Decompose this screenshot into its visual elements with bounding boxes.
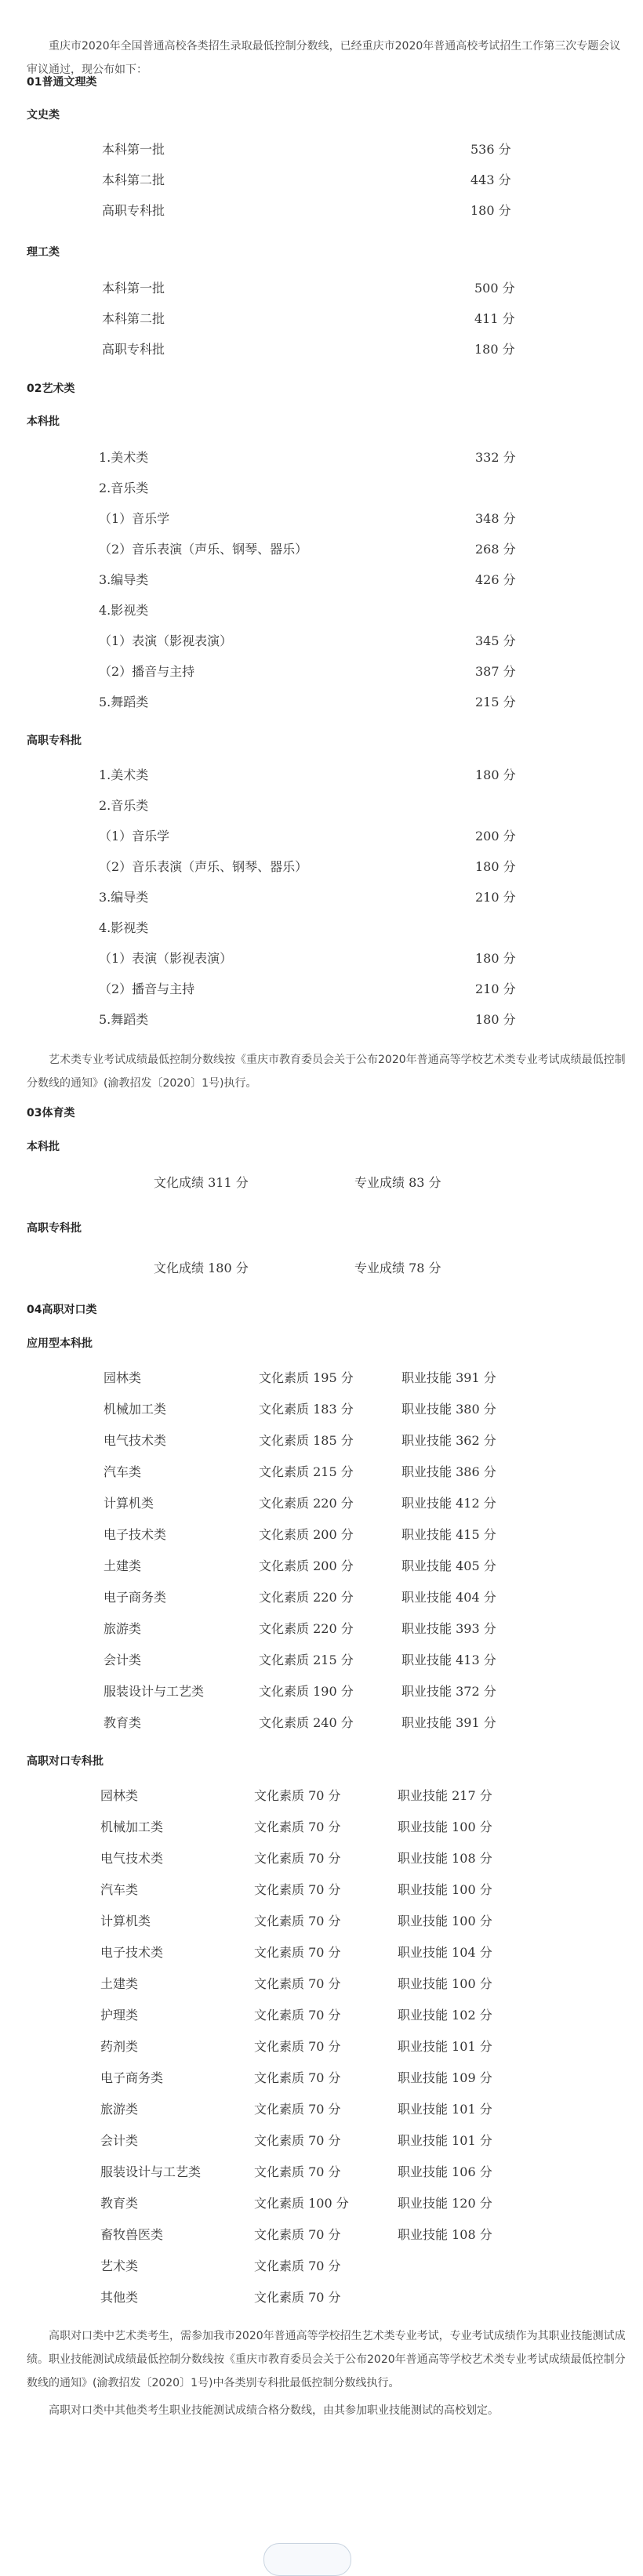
table-row-name: 电子技术类 [104, 1527, 167, 1542]
list-item-name: 本科第二批 [102, 311, 165, 326]
table-row-culture: 文化素质 70 分 [254, 2227, 341, 2242]
list-item-name: 1.美术类 [99, 767, 149, 782]
table-row-culture: 文化素质 240 分 [259, 1715, 354, 1730]
list-item-name: 4.影视类 [99, 920, 149, 935]
table-row-culture: 文化素质 70 分 [254, 1788, 341, 1803]
list-item-name: 5.舞蹈类 [99, 695, 149, 709]
list-item-name: （2）音乐表演（声乐、钢琴、器乐） [99, 859, 308, 874]
table-row-name: 艺术类 [100, 2259, 139, 2273]
table-row-culture: 文化素质 190 分 [259, 1684, 354, 1699]
list-item-name: （1）表演（影视表演） [99, 633, 233, 648]
table-row-culture: 文化素质 215 分 [259, 1653, 354, 1667]
table-row-skill: 职业技能 100 分 [398, 1820, 492, 1834]
table-row-name: 计算机类 [104, 1496, 154, 1511]
table-row-name: 旅游类 [104, 1621, 142, 1636]
list-item-name: 本科第二批 [102, 172, 165, 187]
list-item-name: 高职专科批 [102, 203, 165, 218]
table-row-culture: 文化素质 70 分 [254, 1820, 341, 1834]
list-item-name: 3.编导类 [99, 572, 149, 587]
table-row-name: 旅游类 [100, 2102, 139, 2117]
list-item-name: （2）播音与主持 [99, 981, 195, 996]
bottom-button[interactable] [263, 2543, 351, 2576]
section-03-title: 03体育类 [27, 1107, 75, 1119]
gzk-title: 高职对口专科批 [27, 1755, 104, 1768]
table-row-name: 会计类 [100, 2133, 139, 2148]
list-item-score: 180 分 [475, 767, 516, 782]
table-row-skill: 职业技能 380 分 [401, 1402, 496, 1417]
table-row-culture: 文化素质 220 分 [259, 1496, 354, 1511]
pe-ben-culture: 文化成绩 311 分 [154, 1175, 249, 1190]
table-row-skill: 职业技能 386 分 [401, 1464, 496, 1479]
table-row-name: 电子商务类 [100, 2070, 164, 2085]
table-row-name: 服装设计与工艺类 [100, 2164, 202, 2179]
table-row-culture: 文化素质 220 分 [259, 1590, 354, 1605]
list-item-name: 3.编导类 [99, 890, 149, 905]
table-row-skill: 职业技能 106 分 [398, 2164, 492, 2179]
list-item-name: 2.音乐类 [99, 481, 149, 495]
table-row-name: 畜牧兽医类 [100, 2227, 164, 2242]
table-row-name: 服装设计与工艺类 [104, 1684, 205, 1699]
table-row-culture: 文化素质 183 分 [259, 1402, 354, 1417]
section-02-title: 02艺术类 [27, 383, 75, 395]
pe-gao-prof: 专业成绩 78 分 [354, 1261, 441, 1275]
table-row-skill: 职业技能 100 分 [398, 1976, 492, 1991]
list-item-name: 5.舞蹈类 [99, 1012, 149, 1027]
list-item-score: 536 分 [470, 142, 511, 157]
table-row-name: 电气技术类 [100, 1851, 164, 1866]
table-row-skill: 职业技能 101 分 [398, 2102, 492, 2117]
table-row-skill: 职业技能 108 分 [398, 2227, 492, 2242]
ying-title: 应用型本科批 [27, 1337, 93, 1350]
list-item-score: 180 分 [475, 1012, 516, 1027]
list-item-score: 426 分 [475, 572, 516, 587]
list-item-name: 4.影视类 [99, 603, 149, 618]
table-row-name: 会计类 [104, 1653, 142, 1667]
pe-ben-title: 本科批 [27, 1141, 60, 1153]
table-row-name: 汽车类 [104, 1464, 142, 1479]
art-note: 艺术类专业考试成绩最低控制分数线按《重庆市教育委员会关于公布2020年普通高等学校艺术类专业考试成绩最低控制分数线的通知》(渝教招发〔2020〕1号)执行。 [27, 1054, 626, 1090]
list-item-score: 411 分 [474, 311, 515, 326]
table-row-culture: 文化素质 70 分 [254, 1976, 341, 1991]
table-row-skill: 职业技能 415 分 [401, 1527, 496, 1542]
table-row-skill: 职业技能 372 分 [401, 1684, 496, 1699]
list-item-score: 215 分 [475, 695, 516, 709]
art-gao-title: 高职专科批 [27, 735, 82, 747]
table-row-culture: 文化素质 195 分 [259, 1370, 354, 1385]
table-row-culture: 文化素质 70 分 [254, 1882, 341, 1897]
list-item-name: （1）音乐学 [99, 829, 170, 844]
table-row-culture: 文化素质 215 分 [259, 1464, 354, 1479]
list-item-name: （2）音乐表演（声乐、钢琴、器乐） [99, 542, 308, 557]
table-row-skill: 职业技能 102 分 [398, 2008, 492, 2023]
table-row-name: 教育类 [100, 2196, 139, 2211]
table-row-culture: 文化素质 70 分 [254, 1914, 341, 1928]
list-item-name: 高职专科批 [102, 342, 165, 357]
table-row-skill: 职业技能 391 分 [401, 1715, 496, 1730]
gzk-note-1: 高职对口类中艺术类考生，需参加我市2020年普通高等学校招生艺术类专业考试，专业考试成绩作为其职业技能测试成绩。职业技能测试成绩最低控制分数线按《重庆市教育委员会关于公布2020年普通高等学校艺术类专业考试成绩最低控制分数线的通知》(渝教招发〔2020〕1号)中各类别专科批最低控制分数线执行。 [27, 2330, 626, 2389]
table-row-culture: 文化素质 200 分 [259, 1558, 354, 1573]
table-row-name: 电气技术类 [104, 1433, 167, 1448]
gzk-note-2: 高职对口类中其他类考生职业技能测试成绩合格分数线，由其参加职业技能测试的高校划定。 [49, 2404, 499, 2417]
table-row-culture: 文化素质 70 分 [254, 2290, 341, 2305]
table-row-skill: 职业技能 104 分 [398, 1945, 492, 1960]
intro-paragraph: 重庆市2020年全国普通高校各类招生录取最低控制分数线，已经重庆市2020年普通高校考试招生工作第三次专题会议审议通过，现公布如下： [27, 40, 621, 76]
table-row-skill: 职业技能 109 分 [398, 2070, 492, 2085]
art-ben-title: 本科批 [27, 415, 60, 428]
table-row-name: 电子技术类 [100, 1945, 164, 1960]
pe-ben-prof: 专业成绩 83 分 [354, 1175, 441, 1190]
section-04-title: 04高职对口类 [27, 1304, 97, 1316]
list-item-score: 200 分 [475, 829, 516, 844]
table-row-skill: 职业技能 412 分 [401, 1496, 496, 1511]
pe-gao-title: 高职专科批 [27, 1222, 82, 1235]
table-row-culture: 文化素质 70 分 [254, 2039, 341, 2054]
list-item-score: 443 分 [470, 172, 511, 187]
table-row-name: 土建类 [104, 1558, 142, 1573]
list-item-name: （2）播音与主持 [99, 664, 195, 679]
table-row-culture: 文化素质 70 分 [254, 1851, 341, 1866]
table-row-name: 园林类 [100, 1788, 139, 1803]
table-row-culture: 文化素质 185 分 [259, 1433, 354, 1448]
table-row-skill: 职业技能 413 分 [401, 1653, 496, 1667]
table-row-culture: 文化素质 100 分 [254, 2196, 349, 2211]
list-item-score: 180 分 [474, 342, 515, 357]
list-item-name: 1.美术类 [99, 450, 149, 465]
table-row-name: 土建类 [100, 1976, 139, 1991]
li-title: 理工类 [27, 246, 60, 259]
wen-title: 文史类 [27, 109, 60, 122]
table-row-skill: 职业技能 405 分 [401, 1558, 496, 1573]
list-item-name: （1）音乐学 [99, 511, 170, 526]
table-row-skill: 职业技能 100 分 [398, 1914, 492, 1928]
list-item-score: 210 分 [475, 890, 516, 905]
table-row-culture: 文化素质 70 分 [254, 2133, 341, 2148]
list-item-score: 332 分 [475, 450, 516, 465]
list-item-score: 500 分 [474, 281, 515, 296]
list-item-name: 2.音乐类 [99, 798, 149, 813]
table-row-culture: 文化素质 220 分 [259, 1621, 354, 1636]
table-row-name: 机械加工类 [100, 1820, 164, 1834]
table-row-name: 其他类 [100, 2290, 139, 2305]
table-row-culture: 文化素质 70 分 [254, 1945, 341, 1960]
table-row-skill: 职业技能 404 分 [401, 1590, 496, 1605]
table-row-name: 园林类 [104, 1370, 142, 1385]
table-row-name: 护理类 [100, 2008, 139, 2023]
table-row-skill: 职业技能 393 分 [401, 1621, 496, 1636]
table-row-skill: 职业技能 100 分 [398, 1882, 492, 1897]
table-row-culture: 文化素质 70 分 [254, 2008, 341, 2023]
table-row-name: 机械加工类 [104, 1402, 167, 1417]
table-row-name: 药剂类 [100, 2039, 139, 2054]
table-row-skill: 职业技能 101 分 [398, 2039, 492, 2054]
table-row-name: 教育类 [104, 1715, 142, 1730]
table-row-skill: 职业技能 362 分 [401, 1433, 496, 1448]
list-item-score: 180 分 [470, 203, 511, 218]
list-item-score: 348 分 [475, 511, 516, 526]
table-row-culture: 文化素质 200 分 [259, 1527, 354, 1542]
table-row-culture: 文化素质 70 分 [254, 2259, 341, 2273]
list-item-name: 本科第一批 [102, 281, 165, 296]
list-item-score: 387 分 [475, 664, 516, 679]
list-item-name: 本科第一批 [102, 142, 165, 157]
table-row-skill: 职业技能 217 分 [398, 1788, 492, 1803]
table-row-name: 汽车类 [100, 1882, 139, 1897]
table-row-skill: 职业技能 108 分 [398, 1851, 492, 1866]
table-row-name: 计算机类 [100, 1914, 151, 1928]
pe-gao-culture: 文化成绩 180 分 [154, 1261, 249, 1275]
table-row-skill: 职业技能 101 分 [398, 2133, 492, 2148]
list-item-name: （1）表演（影视表演） [99, 951, 233, 966]
list-item-score: 180 分 [475, 951, 516, 966]
table-row-skill: 职业技能 120 分 [398, 2196, 492, 2211]
table-row-culture: 文化素质 70 分 [254, 2164, 341, 2179]
table-row-name: 电子商务类 [104, 1590, 167, 1605]
section-01-title: 01普通文理类 [27, 76, 97, 89]
list-item-score: 268 分 [475, 542, 516, 557]
list-item-score: 210 分 [475, 981, 516, 996]
table-row-culture: 文化素质 70 分 [254, 2102, 341, 2117]
list-item-score: 345 分 [475, 633, 516, 648]
table-row-culture: 文化素质 70 分 [254, 2070, 341, 2085]
table-row-skill: 职业技能 391 分 [401, 1370, 496, 1385]
list-item-score: 180 分 [475, 859, 516, 874]
